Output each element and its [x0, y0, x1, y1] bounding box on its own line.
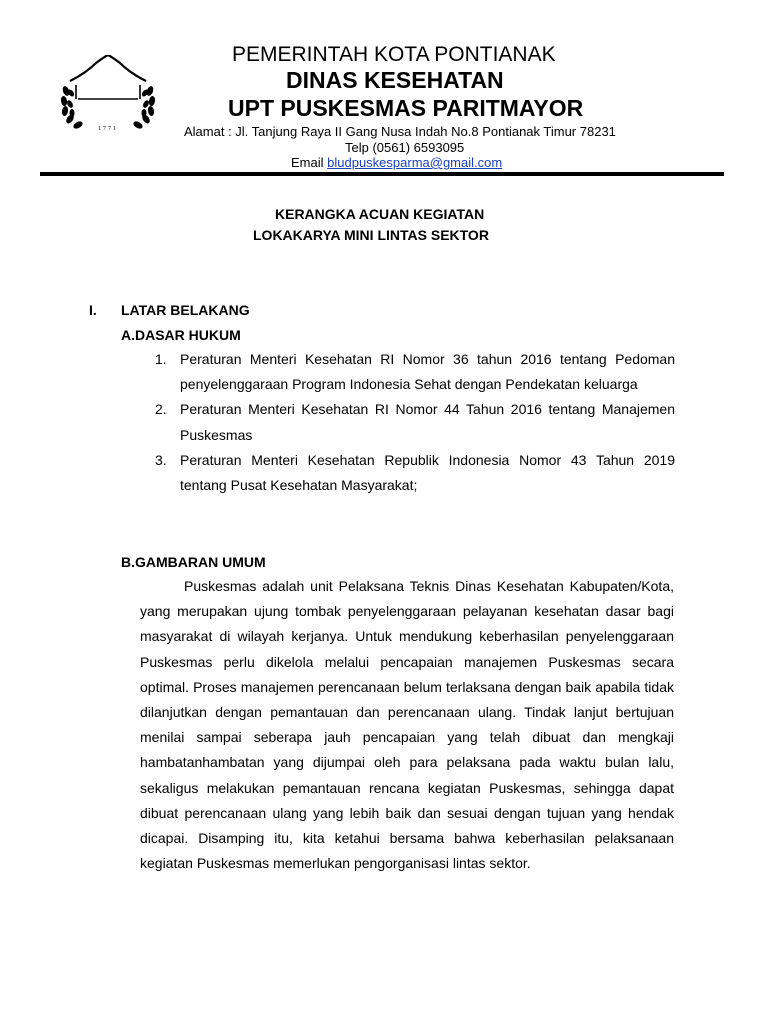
header-divider	[40, 172, 724, 176]
subsection-a-title: DASAR HUKUM	[135, 327, 241, 343]
general-overview-paragraph: Puskesmas adalah unit Pelaksana Teknis Dinas Kesehatan Kabupaten/Kota, yang merupakan ujung tombak penyelenggaraan pelayanan kesehatan dasar bagi masyarakat di wilayah kerjanya. Untuk mendukung keberhasilan penyelenggaraan Puskesmas perlu dikelola melalui pencapaian manajemen Puskesmas secara optimal. Proses manajemen perencanaan belum terlaksana dengan baik apabila tidak dilanjutkan dengan pemantauan dan perencanaan ulang. Tindak lanjut bertujuan menilai sampai seberapa jauh pencapaian yang telah dibuat dan mengkaji hambatanhambatan yang dijumpai oleh para pelaksana pada waktu bulan lalu, sekaligus melakukan pemantauan rencana kegiatan Puskesmas, sehingga dapat dibuat perencanaan ulang yang lebih baik dan sesuai dengan tujuan yang hendak dicapai. Disamping itu, kita ketahui bersama bahwa keberhasilan pelaksanaan kegiatan Puskesmas memerlukan pengorganisasi lintas sektor.	[140, 578, 674, 872]
document-title-line2: LOKAKARYA MINI LINTAS SEKTOR	[253, 227, 489, 243]
document-title-line1: KERANGKA ACUAN KEGIATAN	[275, 206, 485, 222]
header-email-line	[291, 155, 768, 170]
subsection-b-heading	[121, 554, 266, 570]
legal-basis-list	[155, 347, 675, 498]
list-item	[155, 448, 675, 498]
list-item-number: 3.	[155, 451, 167, 468]
list-item	[155, 397, 675, 447]
list-item-text: Peraturan Menteri Kesehatan RI Nomor 36 tahun 2016 tentang Pedoman penyelenggaraan Program Indonesia Sehat dengan Pendekatan keluarga	[180, 351, 675, 393]
subsection-b-title: GAMBARAN UMUM	[135, 554, 266, 570]
logo-year: 1771	[98, 126, 118, 132]
list-item-number: 1.	[155, 351, 167, 367]
subsection-b-letter: B.	[121, 554, 135, 570]
header-address: Alamat : Jl. Tanjung Raya II Gang Nusa Indah No.8 Pontianak Timur 78231	[184, 124, 616, 139]
header-government: PEMERINTAH KOTA PONTIANAK	[232, 43, 556, 66]
section-number: I.	[89, 302, 97, 318]
list-item	[155, 347, 675, 397]
list-item-text: Peraturan Menteri Kesehatan Republik Indonesia Nomor 43 Tahun 2019 tentang Pusat Kesehatan Masyarakat;	[180, 451, 675, 494]
list-item-text: Peraturan Menteri Kesehatan RI Nomor 44 Tahun 2016 tentang Manajemen Puskesmas	[180, 401, 675, 443]
list-item-number: 2.	[155, 401, 167, 418]
header-phone: Telp (0561) 6593095	[345, 140, 465, 155]
header-unit: UPT PUSKESMAS PARITMAYOR	[228, 95, 584, 121]
section-heading: LATAR BELAKANG	[121, 302, 250, 318]
subsection-a-heading	[121, 327, 241, 343]
email-link[interactable]: bludpuskesparma@gmail.com	[327, 155, 503, 170]
city-emblem-logo	[56, 55, 160, 135]
subsection-a-letter: A.	[121, 327, 135, 343]
header-department: DINAS KESEHATAN	[286, 67, 504, 93]
email-label: Email	[291, 155, 324, 170]
